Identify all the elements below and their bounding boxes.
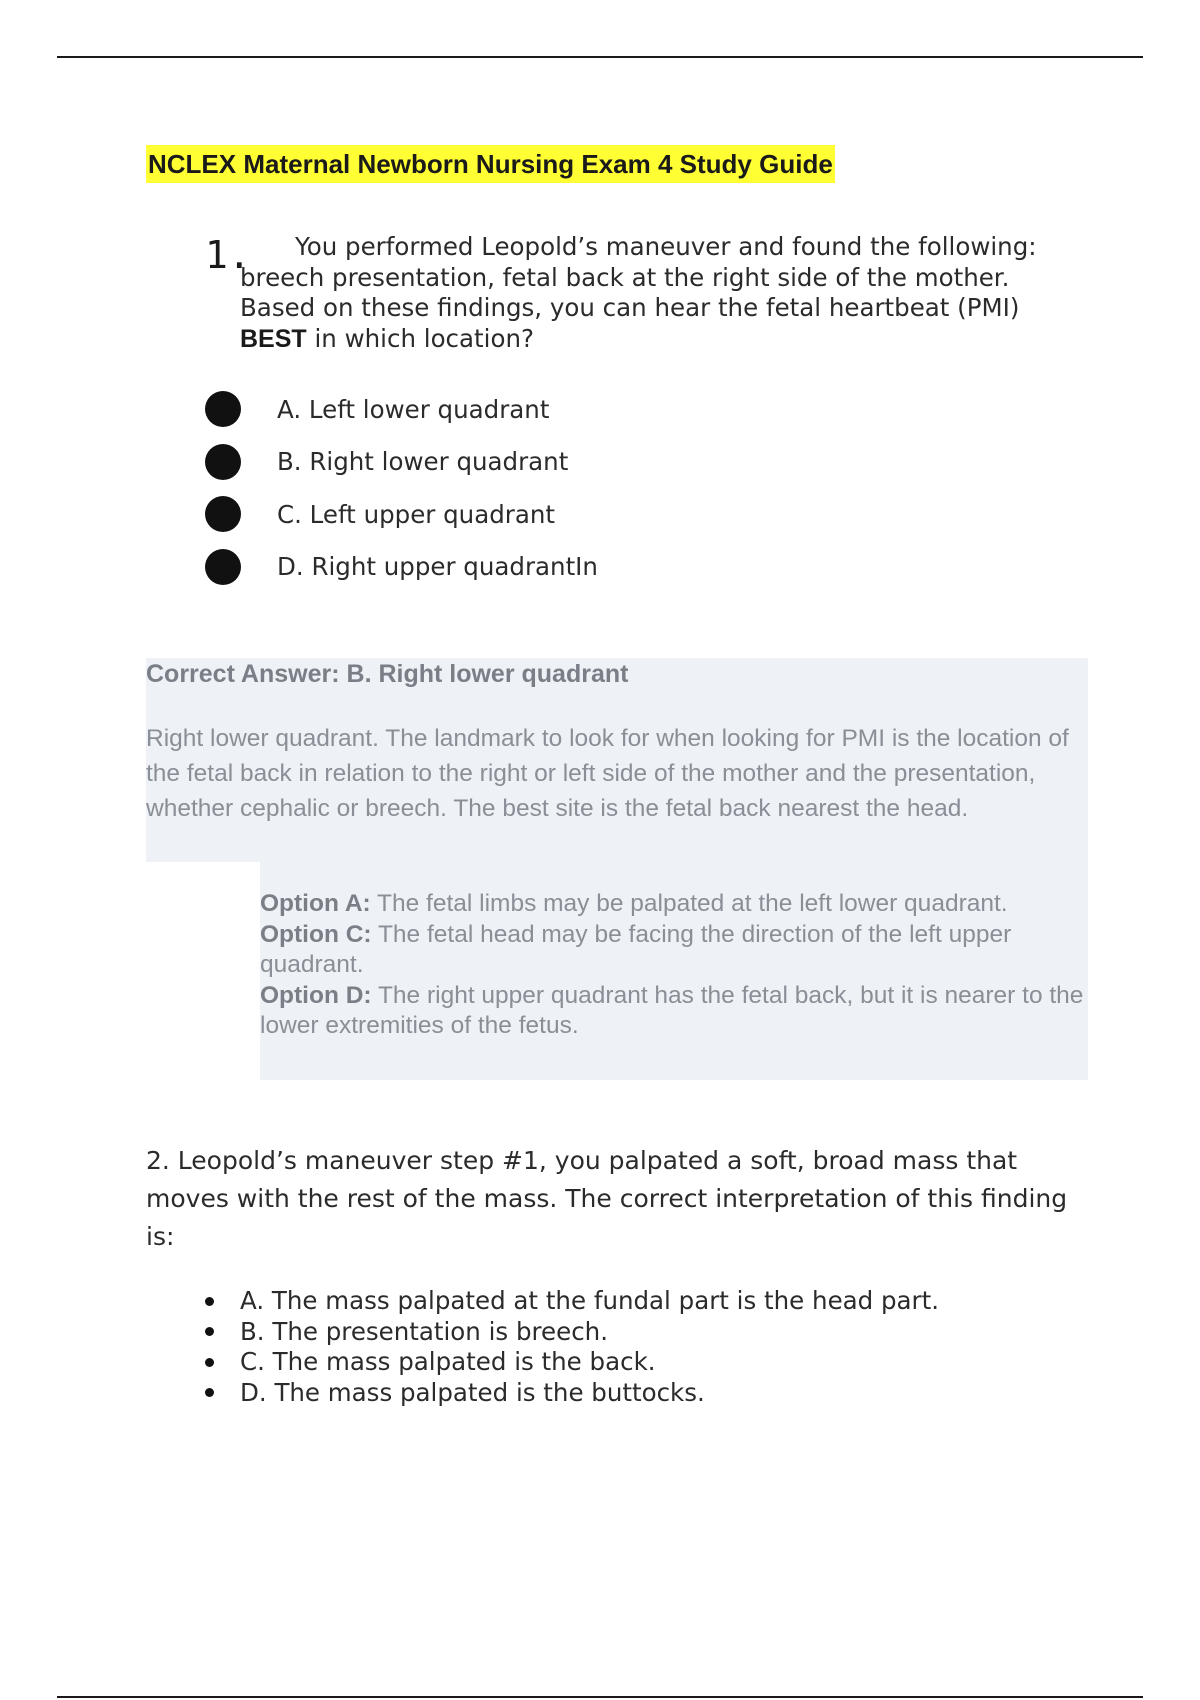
option-label: B. The presentation is breech. (240, 1316, 608, 1346)
question-1-text (205, 232, 1085, 354)
option-label: D. The mass palpated is the buttocks. (240, 1377, 705, 1407)
question-2-option-a (205, 1286, 939, 1317)
question-1-option-c (205, 488, 598, 541)
option-a-label: Option A: (260, 890, 371, 917)
bullet-icon (205, 1388, 214, 1397)
option-c-explanation: The fetal head may be facing the direction of the left upper quadrant. (260, 920, 1012, 978)
option-c-label: Option C: (260, 920, 372, 948)
question-1-emphasis: BEST (240, 324, 307, 353)
option-d-explanation: The right upper quadrant has the fetal back, but it is nearer to the lower extremities of the fetus. (260, 981, 1084, 1039)
question-2-text: 2. Leopold’s maneuver step #1, you palpated a soft, broad mass that moves with the rest of the mass. The correct interpretation of this finding is: (146, 1146, 1068, 1251)
rationale-text: Right lower quadrant. The landmark to look for when looking for PMI is the location of the fetal back in relation to the right or left side of the mother and the presentation, whether cephalic or breech. The best site is the fetal back nearest the head. (146, 725, 1069, 822)
bullet-icon (205, 1297, 214, 1306)
bullet-icon (205, 496, 241, 532)
question-1-number: 1. (205, 233, 251, 277)
bottom-rule (57, 1696, 1143, 1698)
correct-answer: Correct Answer: B. Right lower quadrant (146, 660, 629, 688)
question-1-text-part-2: in which location? (306, 323, 534, 353)
option-label: C. The mass palpated is the back. (240, 1347, 656, 1376)
bullet-icon (205, 391, 241, 427)
option-label: C. Left upper quadrant (277, 499, 555, 529)
bullet-icon (205, 444, 241, 480)
bullet-icon (205, 1327, 214, 1336)
bullet-icon (205, 549, 241, 585)
option-label: B. Right lower quadrant (277, 447, 569, 477)
option-explanations-box (260, 862, 1088, 1080)
question-1-options (205, 383, 598, 593)
option-label: A. Left lower quadrant (277, 394, 550, 424)
question-1-option-a (205, 383, 598, 436)
option-d-label: Option D: (260, 981, 372, 1009)
question-1-text-part-1: You performed Leopold’s maneuver and found the following: breech presentation, fetal back at the right side of the mother. Based on these findings, you can hear the fetal heartbeat (PMI) (240, 232, 1037, 322)
question-2-option-c (205, 1347, 939, 1378)
option-explanations (260, 889, 1090, 1042)
question-1-option-d (205, 541, 598, 594)
option-label: A. The mass palpated at the fundal part is the head part. (240, 1286, 940, 1315)
document-title: NCLEX Maternal Newborn Nursing Exam 4 Study Guide (146, 145, 835, 183)
bullet-icon (205, 1358, 214, 1367)
question-2-option-d (205, 1378, 939, 1409)
question-2-options (205, 1286, 939, 1408)
top-rule (57, 56, 1143, 58)
option-label: D. Right upper quadrantIn (277, 552, 598, 582)
question-2-option-b (205, 1317, 939, 1348)
option-a-explanation: The fetal limbs may be palpated at the left lower quadrant. (370, 890, 1008, 917)
question-1-option-b (205, 436, 598, 489)
answer-box (146, 658, 1088, 862)
question-1 (205, 232, 1085, 354)
